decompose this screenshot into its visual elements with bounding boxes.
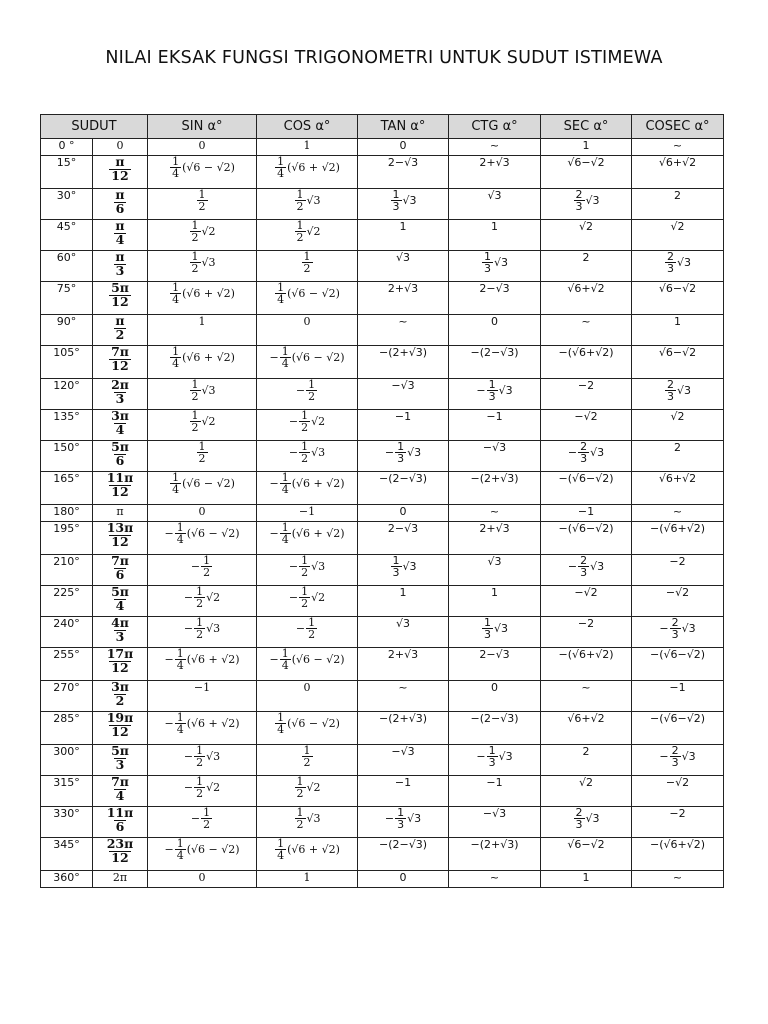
cosec-value: ~ [632,871,724,888]
ctg-value: −(2−√3) [449,712,541,745]
sec-value: − $\frac{2}{3}$ √3 [541,555,632,586]
cos-value: − $\frac{1}{2}$ [257,379,358,410]
sec-value: $\frac{2}{3}$ √3 [541,189,632,220]
cosec-value: √6−√2 [632,282,724,315]
angle-degree: 360° [41,871,93,888]
cos-value: −1 [257,505,358,522]
angle-degree: 345° [41,838,93,871]
sin-value: $\frac{1}{2}$ √3 [148,379,257,410]
angle-radian: $\frac{7\pi}{6}$ [93,555,148,586]
sec-value: $\frac{2}{3}$ √3 [541,807,632,838]
table-row [41,776,724,807]
tan-value: ~ [358,681,449,712]
sin-value: − $\frac{1}{2}$ √2 [148,586,257,617]
sec-value: 1 [541,139,632,156]
angle-radian: 2π [93,871,148,888]
sin-value: 1 [148,315,257,346]
table-row [41,712,724,745]
sec-value: −1 [541,505,632,522]
table-row [41,555,724,586]
sec-value: √6−√2 [541,838,632,871]
cosec-value: √6−√2 [632,346,724,379]
sec-value: −√2 [541,410,632,441]
tan-value: √3 [358,251,449,282]
sec-value: − $\frac{2}{3}$ √3 [541,441,632,472]
cos-value: $\frac{1}{2}$ [257,745,358,776]
cosec-value: 2 [632,441,724,472]
table-row [41,346,724,379]
angle-radian: $\frac{11\pi}{6}$ [93,807,148,838]
angle-degree: 195° [41,522,93,555]
cosec-value: √2 [632,410,724,441]
sec-value: √6−√2 [541,156,632,189]
tan-value: 1 [358,586,449,617]
angle-radian: $\frac{2\pi}{3}$ [93,379,148,410]
header-tan: TAN α° [358,115,449,139]
ctg-value: 2−√3 [449,282,541,315]
ctg-value: −(2+√3) [449,472,541,505]
cos-value: − $\frac{1}{4}$ (√6 − √2) [257,648,358,681]
angle-radian: $\frac{\pi}{6}$ [93,189,148,220]
cosec-value: $\frac{2}{3}$ √3 [632,379,724,410]
table-row [41,410,724,441]
cosec-value: √6+√2 [632,472,724,505]
cosec-value: −2 [632,807,724,838]
angle-radian: $\frac{5\pi}{12}$ [93,282,148,315]
cosec-value: √6+√2 [632,156,724,189]
angle-degree: 0 ° [41,139,93,156]
cosec-value: 2 [632,189,724,220]
table-row [41,838,724,871]
tan-value: −(2−√3) [358,472,449,505]
angle-radian: $\frac{4\pi}{3}$ [93,617,148,648]
ctg-value: $\frac{1}{3}$ √3 [449,251,541,282]
sin-value: $\frac{1}{2}$ [148,441,257,472]
ctg-value: −√3 [449,807,541,838]
cosec-value: −(√6+√2) [632,838,724,871]
cos-value: 1 [257,139,358,156]
sin-value: $\frac{1}{2}$ √3 [148,251,257,282]
table-row [41,441,724,472]
angle-degree: 15° [41,156,93,189]
sec-value: ~ [541,681,632,712]
table-row [41,379,724,410]
sin-value: − $\frac{1}{2}$ [148,555,257,586]
cos-value: − $\frac{1}{2}$ √3 [257,441,358,472]
table-row [41,617,724,648]
sec-value: √6+√2 [541,712,632,745]
cosec-value: ~ [632,505,724,522]
tan-value: −(2+√3) [358,346,449,379]
table-row [41,807,724,838]
angle-degree: 165° [41,472,93,505]
angle-radian: $\frac{3\pi}{4}$ [93,410,148,441]
sin-value: − $\frac{1}{2}$ √3 [148,617,257,648]
header-cos: COS α° [257,115,358,139]
angle-degree: 105° [41,346,93,379]
tan-value: −1 [358,410,449,441]
cos-value: $\frac{1}{2}$ √3 [257,189,358,220]
sec-value: −(√6+√2) [541,648,632,681]
angle-radian: $\frac{\pi}{12}$ [93,156,148,189]
angle-degree: 135° [41,410,93,441]
sec-value: −(√6−√2) [541,472,632,505]
angle-radian: $\frac{13\pi}{12}$ [93,522,148,555]
sin-value: − $\frac{1}{4}$ (√6 + √2) [148,712,257,745]
angle-degree: 270° [41,681,93,712]
header-sudut: SUDUT [41,115,148,139]
ctg-value: 2+√3 [449,522,541,555]
sin-value: $\frac{1}{4}$ (√6 + √2) [148,346,257,379]
table-row [41,139,724,156]
tan-value: $\frac{1}{3}$ √3 [358,189,449,220]
sin-value: − $\frac{1}{4}$ (√6 − √2) [148,522,257,555]
angle-radian: $\frac{5\pi}{3}$ [93,745,148,776]
angle-radian: $\frac{17\pi}{12}$ [93,648,148,681]
cos-value: $\frac{1}{2}$ √3 [257,807,358,838]
angle-degree: 180° [41,505,93,522]
sin-value: 0 [148,871,257,888]
angle-radian: $\frac{\pi}{2}$ [93,315,148,346]
cos-value: − $\frac{1}{2}$ [257,617,358,648]
sin-value: −1 [148,681,257,712]
table-row [41,505,724,522]
sin-value: $\frac{1}{4}$ (√6 − √2) [148,156,257,189]
table-row [41,156,724,189]
sin-value: $\frac{1}{4}$ (√6 − √2) [148,472,257,505]
sec-value: √6+√2 [541,282,632,315]
ctg-value: − $\frac{1}{3}$ √3 [449,745,541,776]
angle-degree: 150° [41,441,93,472]
angle-radian: $\frac{3\pi}{2}$ [93,681,148,712]
sec-value: −√2 [541,586,632,617]
cosec-value: − $\frac{2}{3}$ √3 [632,617,724,648]
ctg-value: −(2+√3) [449,838,541,871]
sin-value: $\frac{1}{2}$ [148,189,257,220]
sec-value: −(√6−√2) [541,522,632,555]
tan-value: ~ [358,315,449,346]
cosec-value: ~ [632,139,724,156]
cos-value: $\frac{1}{2}$ √2 [257,220,358,251]
sec-value: ~ [541,315,632,346]
cos-value: $\frac{1}{4}$ (√6 + √2) [257,156,358,189]
header-ctg: CTG α° [449,115,541,139]
sin-value: − $\frac{1}{2}$ √2 [148,776,257,807]
angle-degree: 300° [41,745,93,776]
header-row [41,115,724,139]
tan-value: 2+√3 [358,282,449,315]
ctg-value: 1 [449,220,541,251]
header-sin: SIN α° [148,115,257,139]
table-row [41,472,724,505]
angle-radian: $\frac{7\pi}{12}$ [93,346,148,379]
sin-value: − $\frac{1}{4}$ (√6 − √2) [148,838,257,871]
angle-radian: $\frac{11\pi}{12}$ [93,472,148,505]
angle-radian: $\frac{19\pi}{12}$ [93,712,148,745]
angle-radian: π [93,505,148,522]
sec-value: −(√6+√2) [541,346,632,379]
header-cosec: COSEC α° [632,115,724,139]
tan-value: −(2−√3) [358,838,449,871]
ctg-value: − $\frac{1}{3}$ √3 [449,379,541,410]
sin-value: $\frac{1}{2}$ √2 [148,220,257,251]
sec-value: 2 [541,745,632,776]
ctg-value: −1 [449,776,541,807]
cosec-value: √2 [632,220,724,251]
sin-value: − $\frac{1}{2}$ √3 [148,745,257,776]
sec-value: √2 [541,220,632,251]
cos-value: − $\frac{1}{4}$ (√6 + √2) [257,472,358,505]
tan-value: 2+√3 [358,648,449,681]
tan-value: 1 [358,220,449,251]
page-title: NILAI EKSAK FUNGSI TRIGONOMETRI UNTUK SUDUT ISTIMEWA [105,48,663,68]
ctg-value: ~ [449,871,541,888]
angle-degree: 210° [41,555,93,586]
angle-radian: $\frac{5\pi}{6}$ [93,441,148,472]
angle-degree: 315° [41,776,93,807]
table-row [41,648,724,681]
ctg-value: −(2−√3) [449,346,541,379]
ctg-value: $\frac{1}{3}$ √3 [449,617,541,648]
sin-value: $\frac{1}{2}$ √2 [148,410,257,441]
cosec-value: −(√6+√2) [632,522,724,555]
sec-value: 1 [541,871,632,888]
ctg-value: 0 [449,315,541,346]
ctg-value: −1 [449,410,541,441]
angle-degree: 120° [41,379,93,410]
cosec-value: 1 [632,315,724,346]
table-row [41,681,724,712]
angle-radian: $\frac{5\pi}{4}$ [93,586,148,617]
tan-value: 2−√3 [358,156,449,189]
cos-value: 0 [257,315,358,346]
angle-radian: 0 [93,139,148,156]
angle-radian: $\frac{7\pi}{4}$ [93,776,148,807]
angle-degree: 285° [41,712,93,745]
angle-radian: $\frac{\pi}{4}$ [93,220,148,251]
table-row [41,315,724,346]
angle-degree: 75° [41,282,93,315]
table-row [41,189,724,220]
cosec-value: −√2 [632,776,724,807]
cos-value: $\frac{1}{2}$ √2 [257,776,358,807]
cosec-value: −2 [632,555,724,586]
sin-value: − $\frac{1}{4}$ (√6 + √2) [148,648,257,681]
ctg-value: 0 [449,681,541,712]
angle-radian: $\frac{23\pi}{12}$ [93,838,148,871]
table-row [41,220,724,251]
cos-value: − $\frac{1}{2}$ √3 [257,555,358,586]
ctg-value: √3 [449,555,541,586]
table-row [41,871,724,888]
ctg-value: 1 [449,586,541,617]
tan-value: − $\frac{1}{3}$ √3 [358,441,449,472]
cos-value: 1 [257,871,358,888]
tan-value: −√3 [358,379,449,410]
ctg-value: ~ [449,505,541,522]
tan-value: 0 [358,139,449,156]
cosec-value: − $\frac{2}{3}$ √3 [632,745,724,776]
cosec-value: −(√6−√2) [632,648,724,681]
cosec-value: −1 [632,681,724,712]
sec-value: 2 [541,251,632,282]
angle-degree: 45° [41,220,93,251]
ctg-value: 2−√3 [449,648,541,681]
ctg-value: 2+√3 [449,156,541,189]
cos-value: − $\frac{1}{2}$ √2 [257,410,358,441]
table-row [41,282,724,315]
trig-values-table [40,114,724,888]
sec-value: −2 [541,379,632,410]
table-row [41,522,724,555]
tan-value: −√3 [358,745,449,776]
cos-value: $\frac{1}{2}$ [257,251,358,282]
table-row [41,251,724,282]
tan-value: − $\frac{1}{3}$ √3 [358,807,449,838]
angle-degree: 90° [41,315,93,346]
angle-degree: 30° [41,189,93,220]
cos-value: $\frac{1}{4}$ (√6 + √2) [257,838,358,871]
cos-value: 0 [257,681,358,712]
tan-value: 0 [358,505,449,522]
tan-value: −1 [358,776,449,807]
sin-value: − $\frac{1}{2}$ [148,807,257,838]
angle-degree: 60° [41,251,93,282]
cosec-value: $\frac{2}{3}$ √3 [632,251,724,282]
ctg-value: ~ [449,139,541,156]
header-sec: SEC α° [541,115,632,139]
ctg-value: √3 [449,189,541,220]
sin-value: $\frac{1}{4}$ (√6 + √2) [148,282,257,315]
angle-degree: 225° [41,586,93,617]
tan-value: −(2+√3) [358,712,449,745]
tan-value: $\frac{1}{3}$ √3 [358,555,449,586]
angle-degree: 255° [41,648,93,681]
sin-value: 0 [148,505,257,522]
sec-value: −2 [541,617,632,648]
ctg-value: −√3 [449,441,541,472]
table-row [41,586,724,617]
cos-value: − $\frac{1}{4}$ (√6 + √2) [257,522,358,555]
tan-value: 0 [358,871,449,888]
cos-value: − $\frac{1}{4}$ (√6 − √2) [257,346,358,379]
angle-degree: 330° [41,807,93,838]
angle-degree: 240° [41,617,93,648]
tan-value: 2−√3 [358,522,449,555]
cos-value: $\frac{1}{4}$ (√6 − √2) [257,282,358,315]
cosec-value: −(√6−√2) [632,712,724,745]
cosec-value: −√2 [632,586,724,617]
sin-value: 0 [148,139,257,156]
sec-value: √2 [541,776,632,807]
table-row [41,745,724,776]
cos-value: − $\frac{1}{2}$ √2 [257,586,358,617]
cos-value: $\frac{1}{4}$ (√6 − √2) [257,712,358,745]
angle-radian: $\frac{\pi}{3}$ [93,251,148,282]
tan-value: √3 [358,617,449,648]
